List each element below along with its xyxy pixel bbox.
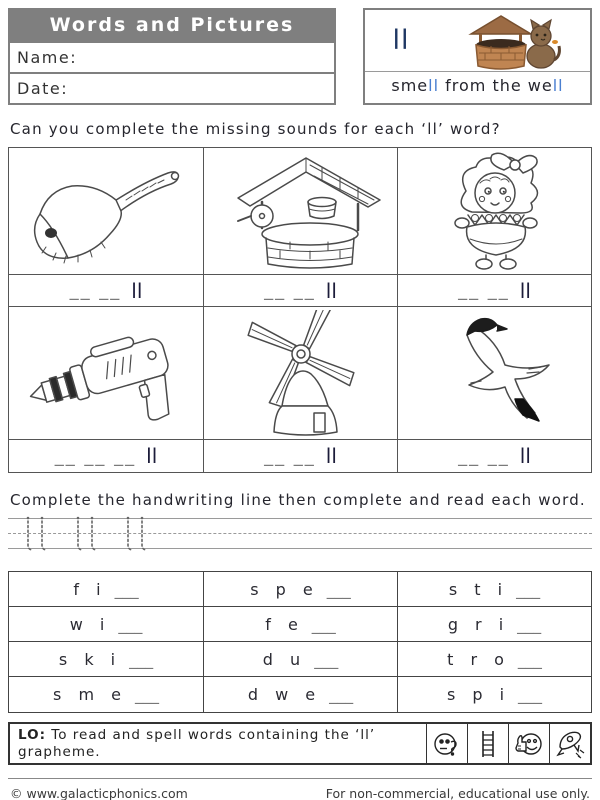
picture-cell-well [204,148,398,275]
handwriting-line [8,518,592,549]
answer-doll [398,275,591,307]
word-table [8,571,592,713]
word-prefix: w i [69,614,111,634]
copyright-text: © www.galacticphonics.com [10,786,188,800]
rocket-icon [549,724,590,763]
word-blank: ___ [517,614,542,634]
windmill-image [216,310,386,436]
thumbs-up-icon [508,724,549,763]
answer-suffix: ll [325,278,337,303]
pictures-instruction: Can you complete the missing sounds for each ‘ll’ word? [10,120,501,138]
self-assessment-icons [426,724,590,763]
answer-blanks: __ __ [458,445,510,467]
grapheme-card [363,8,592,105]
word-prefix: d u [262,649,307,669]
drill-image [15,311,197,435]
word-blank: ___ [516,579,541,599]
caption-part: from the we [439,76,553,95]
picture-cell-drill [9,307,204,440]
doll-image [420,151,570,271]
word-prefix: f i [73,579,107,599]
word-prefix: t r o [447,649,510,669]
footer [8,779,592,800]
confused-face-icon [426,724,467,763]
page-title: Words and Pictures [10,10,334,41]
answer-suffix: ll [325,444,337,468]
word-cell-grill [398,607,591,642]
picture-cell-gull [398,307,591,440]
answer-blanks: __ __ __ [54,445,137,467]
answer-blanks: __ __ [264,445,316,467]
word-prefix: d w e [247,685,322,704]
answer-windmill [204,440,398,472]
grapheme-caption [365,72,590,101]
picture-cell-windmill [204,307,398,440]
learning-objective-text [10,724,426,763]
word-cell-troll [398,642,591,677]
name-field: Name: [10,41,334,72]
word-cell-skill [9,642,204,677]
handwriting-instruction: Complete the handwriting line then complete and read each word. [10,491,586,509]
word-cell-fill [9,572,204,607]
word-cell-dwell [204,677,398,712]
picture-cell-doll [398,148,591,275]
word-blank: ___ [329,685,354,704]
answer-gull [398,440,591,472]
word-blank: ___ [129,649,154,669]
answer-blanks: __ __ [69,280,122,301]
word-cell-fell [204,607,398,642]
learning-objective-box [8,722,592,765]
word-blank: ___ [118,614,143,634]
word-blank: ___ [518,685,543,704]
word-prefix: s k i [58,649,122,669]
word-cell-dull [204,642,398,677]
well-image [210,152,392,270]
word-blank: ___ [517,649,542,669]
answer-blanks: __ __ [264,280,316,301]
caption-part-highlight: ll [552,76,564,95]
word-cell-still [398,572,591,607]
word-cell-smell [9,677,204,712]
word-cell-spill [398,677,591,712]
answer-suffix: ll [131,278,143,303]
gull-image [411,311,579,435]
word-blank: ___ [114,579,139,599]
word-prefix: g r i [447,614,510,634]
word-blank: ___ [326,579,351,599]
word-cell-spell [204,572,398,607]
word-prefix: f e [265,614,304,634]
word-prefix: s p i [446,685,511,704]
caption-part: sme [391,76,429,95]
header [8,8,592,105]
answer-suffix: ll [519,444,531,468]
lo-label: LO: [18,727,46,743]
answer-well [204,275,398,307]
answer-suffix: ll [519,278,531,303]
caption-part-highlight: ll [428,76,440,95]
ladder-icon [467,724,508,763]
answer-bell [9,275,204,307]
word-blank: ___ [314,649,339,669]
worksheet-page [8,8,592,800]
answer-blanks: __ __ [458,280,510,301]
picture-cell-bell [9,148,204,275]
picture-grid [8,147,592,473]
header-title-box [8,8,336,105]
answer-suffix: ll [146,444,158,468]
cat-by-well-image [437,12,590,70]
bell-image [16,154,196,269]
date-field: Date: [10,72,334,103]
grapheme-label: ll [392,25,410,56]
answer-drill [9,440,204,472]
word-prefix: s t i [448,579,509,599]
lo-body: To read and spell words containing the ‘ll’ grapheme. [18,727,376,760]
license-text: For non-commercial, educational use only. [325,786,590,800]
word-prefix: s p e [250,579,319,599]
grapheme-row [365,10,590,72]
word-blank: ___ [311,614,336,634]
trace-letters-ll [22,513,172,555]
word-prefix: s m e [53,685,127,704]
word-cell-will [9,607,204,642]
word-blank: ___ [134,685,159,704]
